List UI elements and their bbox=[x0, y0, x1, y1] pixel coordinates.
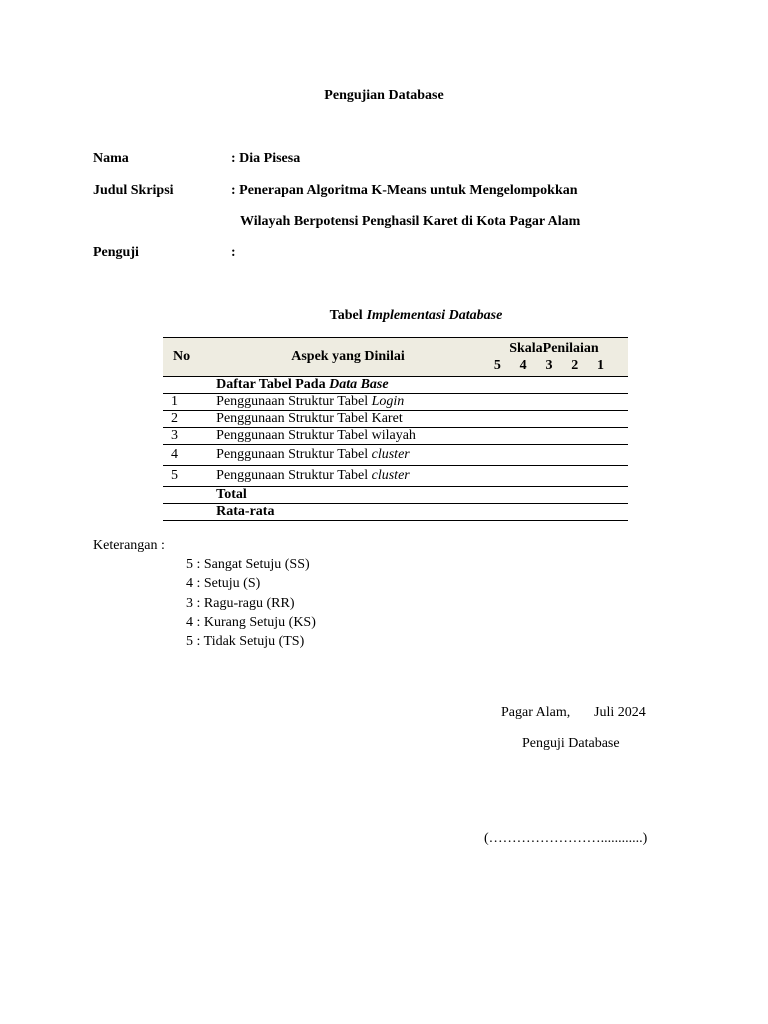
field-value-judul: : Penerapan Algoritma K-Means untuk Mengelompokkan bbox=[231, 183, 578, 198]
scale-value: 5 bbox=[493, 358, 501, 373]
signature-role: Penguji Database bbox=[522, 736, 620, 751]
section-label: Daftar Tabel Pada Data Base bbox=[216, 377, 480, 394]
table-caption-italic: Implementasi Database bbox=[366, 308, 503, 323]
keterangan-label: Keterangan : bbox=[93, 538, 165, 553]
signature-date: Juli 2024 bbox=[594, 705, 646, 720]
table-total-row bbox=[163, 487, 628, 504]
table-row bbox=[163, 394, 628, 411]
row-aspek: Penggunaan Struktur Tabel cluster bbox=[216, 466, 480, 487]
scale-value: 3 bbox=[545, 358, 553, 373]
scale-value: 1 bbox=[597, 358, 604, 373]
row-aspek: Penggunaan Struktur Tabel cluster bbox=[216, 445, 480, 466]
page-title: Pengujian Database bbox=[324, 88, 444, 103]
row-no: 1 bbox=[163, 394, 216, 411]
signature-line: (……………………............) bbox=[484, 831, 648, 846]
header-skala bbox=[480, 338, 628, 377]
header-no: No bbox=[163, 338, 216, 377]
keterangan-item: 5 : Sangat Setuju (SS) bbox=[186, 557, 310, 572]
table-average-row bbox=[163, 504, 628, 521]
row-no: 4 bbox=[163, 445, 216, 466]
scale-value: 4 bbox=[519, 358, 527, 373]
table-header-row bbox=[163, 338, 628, 377]
field-value-nama: : Dia Pisesa bbox=[231, 151, 301, 166]
field-label-penguji: Penguji bbox=[93, 245, 139, 260]
keterangan-item: 5 : Tidak Setuju (TS) bbox=[186, 634, 305, 649]
row-aspek: Penggunaan Struktur Tabel wilayah bbox=[216, 428, 480, 445]
table-row bbox=[163, 445, 628, 466]
row-aspek: Penggunaan Struktur Tabel Karet bbox=[216, 411, 480, 428]
table-row bbox=[163, 428, 628, 445]
table-row bbox=[163, 411, 628, 428]
signature-place: Pagar Alam, bbox=[501, 705, 571, 720]
assessment-table bbox=[163, 337, 628, 521]
table-caption bbox=[0, 308, 768, 324]
table-section-row bbox=[163, 377, 628, 394]
row-no: 5 bbox=[163, 466, 216, 487]
field-value-penguji: : bbox=[231, 245, 236, 260]
field-label-nama: Nama bbox=[93, 151, 129, 166]
scale-value: 2 bbox=[571, 358, 579, 373]
keterangan-item: 3 : Ragu-ragu (RR) bbox=[186, 596, 295, 611]
table-row bbox=[163, 466, 628, 487]
header-scale-values bbox=[480, 358, 628, 374]
average-label: Rata-rata bbox=[216, 504, 480, 521]
header-aspek: Aspek yang Dinilai bbox=[216, 338, 480, 377]
row-aspek: Penggunaan Struktur Tabel Login bbox=[216, 394, 480, 411]
table-caption-lead: Tabel bbox=[329, 308, 363, 323]
keterangan-item: 4 : Setuju (S) bbox=[186, 576, 261, 591]
field-value-judul-cont: Wilayah Berpotensi Penghasil Karet di Kota Pagar Alam bbox=[240, 214, 581, 229]
total-label: Total bbox=[216, 487, 480, 504]
keterangan-item: 4 : Kurang Setuju (KS) bbox=[186, 615, 316, 630]
row-no: 2 bbox=[163, 411, 216, 428]
field-label-judul: Judul Skripsi bbox=[93, 183, 174, 198]
row-no: 3 bbox=[163, 428, 216, 445]
header-skala-title: SkalaPenilaian bbox=[509, 341, 599, 356]
